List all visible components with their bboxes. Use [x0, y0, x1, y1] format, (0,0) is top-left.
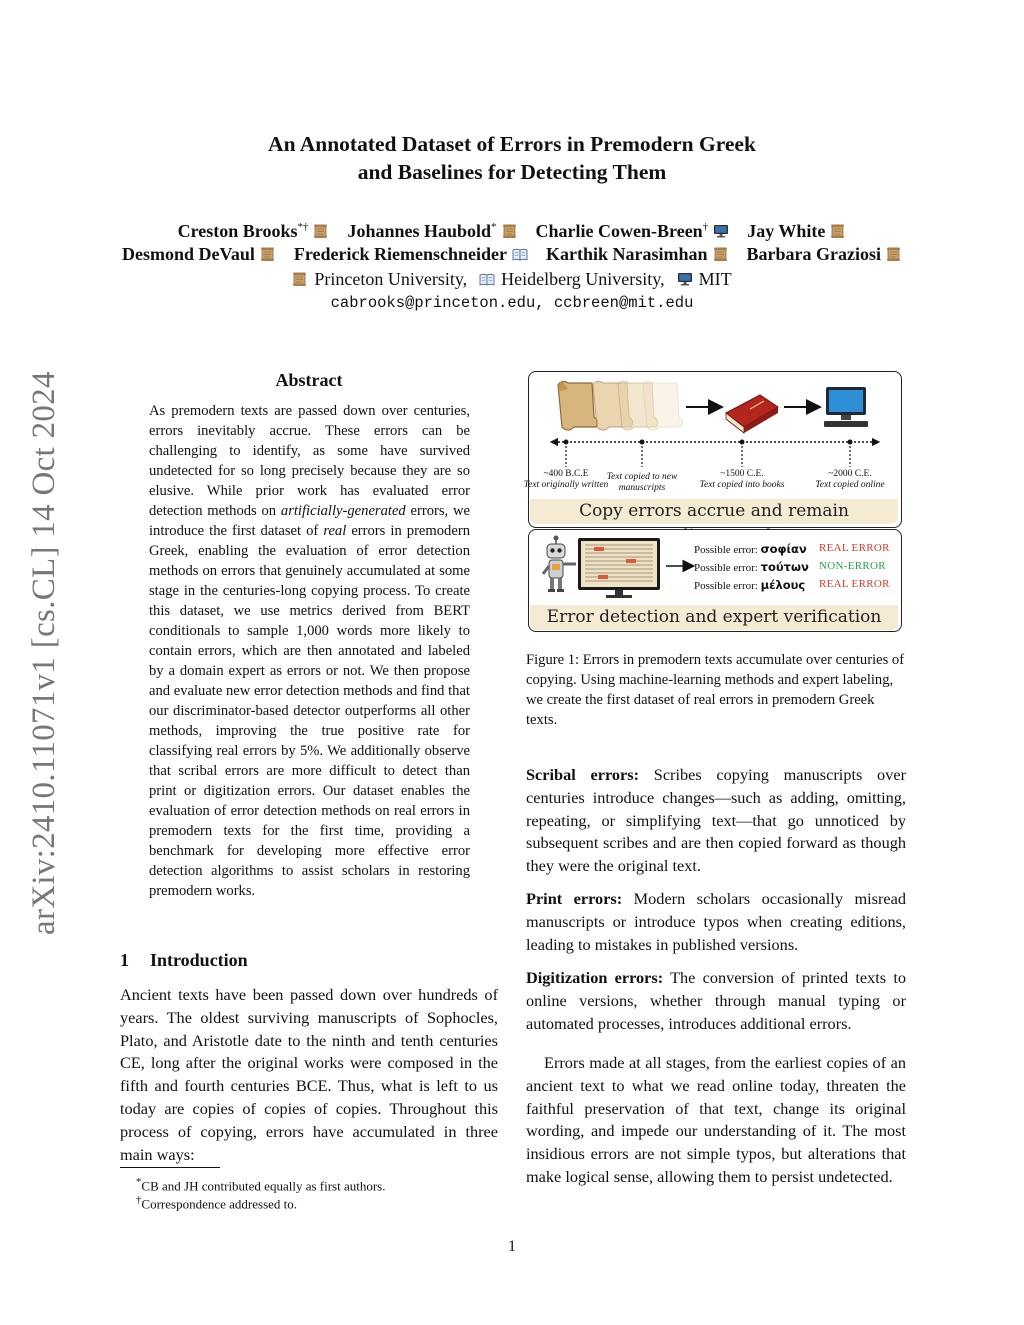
book-icon — [479, 272, 495, 287]
scroll-icon — [313, 224, 329, 239]
author-name: Barbara Graziosi — [746, 244, 881, 264]
footnote-2 — [136, 1191, 496, 1213]
abstract-text-2: errors, we introduce the first dataset of — [149, 503, 471, 539]
print-errors-heading: Print errors: — [526, 889, 623, 908]
page-number: 1 — [508, 1238, 516, 1255]
computer-icon — [713, 224, 729, 239]
computer-icon — [824, 387, 868, 427]
author-affiliation-mark: *† — [297, 221, 309, 233]
timeline-description: Text copied into books — [699, 480, 785, 490]
timeline-date: ~1500 C.E. — [720, 469, 764, 479]
scribal-errors-paragraph — [526, 764, 906, 878]
section-number: 1 — [120, 950, 129, 970]
affiliation — [292, 269, 467, 289]
timeline-description: Text copied online — [815, 480, 885, 490]
digitization-errors-heading: Digitization errors: — [526, 968, 664, 987]
affiliations — [0, 268, 1024, 290]
digitization-errors-paragraph — [526, 967, 906, 1035]
error-verdict-label: REAL ERROR — [819, 578, 890, 590]
error-prefix: Possible error: — [694, 544, 758, 556]
scroll-icon — [713, 247, 729, 262]
author-name: Jay White — [747, 221, 826, 241]
print-errors-text: Modern scholars occasionally misread manuscripts or introduce typos when creating editions, leading to mistakes in published versions. — [526, 889, 906, 954]
author-row-2 — [0, 239, 1024, 266]
author-affiliation-mark: † — [702, 221, 709, 233]
timeline-label — [587, 472, 697, 494]
affiliation-name: Heidelberg University, — [501, 269, 665, 289]
arxiv-identifier: arXiv:2410.11071v1 [cs.CL] 14 Oct 2024 — [26, 371, 62, 935]
manuscript-screen-icon — [578, 538, 660, 598]
abstract-emphasis-1: artificially-generated — [280, 503, 406, 519]
introduction-paragraph: Ancient texts have been passed down over hundreds of years. The oldest surviving manuscripts of Sophocles, Plato, and Aristotle date to the ninth and tenth centuries CE, long after the original works were composed in the fifth and fourth centuries BCE. Thus, what is left to us today are copies of copies of copies. Throughout this process of copying, errors have accumulated in three main ways: — [120, 985, 498, 1164]
timeline-ticks — [564, 440, 853, 468]
title-line-1: An Annotated Dataset of Errors in Premodern Greek — [268, 132, 756, 156]
timeline-label — [795, 469, 905, 491]
author-name: Johannes Haubold — [347, 221, 492, 241]
scroll-icon — [502, 224, 518, 239]
timeline-date: ~400 B.C.E — [543, 469, 589, 479]
author-emails[interactable]: cabrooks@princeton.edu, ccbreen@mit.edu — [330, 294, 694, 312]
error-prefix: Possible error: — [694, 580, 758, 592]
digitization-errors-text: The conversion of printed texts to online versions, whether through manual typing or automated processes, introduces additional errors. — [526, 968, 906, 1033]
scribal-errors-text: Scribes copying manuscripts over centuries introduce changes—such as adding, omitting, repeating, or simplifying text—that go unnoticed by subsequent scribes and are then copied forward as though they were the original text. — [526, 765, 906, 876]
abstract-emphasis-2: real — [323, 523, 347, 539]
timeline-point — [848, 440, 853, 445]
timeline-point — [640, 440, 645, 445]
greek-word: τούτων — [760, 560, 809, 574]
footnote-mark: † — [136, 1194, 142, 1206]
scroll-icon — [830, 224, 846, 239]
footnote-rule — [120, 1167, 220, 1168]
timeline-description: Text copied to new manuscripts — [606, 472, 678, 493]
author-affiliation-mark: * — [491, 221, 497, 233]
author — [122, 244, 276, 264]
section-heading-introduction — [120, 950, 248, 971]
timeline-date: ~2000 C.E. — [828, 469, 872, 479]
affiliation — [677, 269, 732, 289]
scribal-errors-heading: Scribal errors: — [526, 765, 640, 784]
error-verdict-label: REAL ERROR — [819, 542, 890, 554]
error-row — [694, 542, 890, 556]
timeline-description: Text originally written — [523, 480, 609, 490]
author — [347, 221, 517, 241]
author-name: Creston Brooks — [177, 221, 298, 241]
timeline-point — [740, 440, 745, 445]
robot-icon — [543, 536, 576, 593]
abstract-text-3: errors in premodern Greek, enabling the evaluation of error detection methods on errors that genuinely accumulated at some stage in the centuries-long copying process. To create this dataset, we use metrics derived from BERT conditionals to sample 1,000 words more likely to contain errors, which are then annotated and labeled by a domain expert as errors or not. We then propose and evaluate new error detection methods and find that our discriminator-based detector outperforms all other methods, improving the true positive rate for classifying real errors by 5%. We additionally observe that scribal errors are more difficult to detect than print or digitization errors. Our dataset enables the evaluation of error detection methods on real errors in premodern texts for the first time, providing a benchmark for developing more effective error detection algorithms to assist scholars in restoring premodern works. — [149, 523, 470, 899]
author-name: Charlie Cowen-Breen — [535, 221, 703, 241]
scroll-icon — [886, 247, 902, 262]
affiliation-name: MIT — [698, 269, 732, 289]
author — [747, 221, 846, 241]
scroll-icon — [260, 247, 276, 262]
affiliation — [479, 269, 664, 289]
author-name: Frederick Riemenschneider — [293, 244, 507, 264]
abstract-heading: Abstract — [275, 370, 343, 390]
paper-title — [0, 130, 1024, 186]
book-icon — [512, 247, 528, 262]
author-name: Desmond DeVaul — [122, 244, 255, 264]
author — [546, 244, 729, 264]
scroll-icon — [643, 381, 683, 430]
greek-word: μέλους — [760, 578, 806, 592]
error-row — [694, 560, 886, 574]
timeline-label — [687, 469, 797, 491]
author — [536, 221, 730, 241]
greek-word: σοφίαν — [760, 542, 807, 556]
figure-caption: Figure 1: Errors in premodern texts accumulate over centuries of copying. Using machine-learning methods and expert labeling, we create the first dataset of real errors in premodern Greek texts. — [526, 652, 905, 728]
scroll-icon — [558, 381, 598, 430]
affiliation-name: Princeton University, — [314, 269, 468, 289]
abstract-text-1: As premodern texts are passed down over centuries, errors inevitably accrue. These errors can be challenging to identify, as some have survived undetected for so long precisely because they are so elusive. While prior work has evaluated error detection methods on — [149, 403, 470, 519]
author — [178, 221, 330, 241]
timeline-point — [564, 440, 569, 445]
error-prefix: Possible error: — [694, 562, 758, 574]
footnote-text: Correspondence addressed to. — [141, 1196, 298, 1212]
bottom-banner: Error detection and expert verification — [530, 605, 898, 630]
robot-illustration — [538, 534, 698, 602]
title-line-2: and Baselines for Detecting Them — [357, 160, 667, 184]
top-banner: Copy errors accrue and remain — [530, 499, 898, 524]
footnote-text: CB and JH contributed equally as first authors. — [141, 1178, 386, 1194]
footnote-mark: * — [136, 1176, 142, 1188]
closing-paragraph: Errors made at all stages, from the earliest copies of an ancient text to what we read online today, threaten the faithful preservation of that text, change its original wording, and impede our understanding of it. The most insidious errors are not simple typos, but alterations that make logical sense, allowing them to persist undetected. — [526, 1053, 906, 1186]
abstract-body — [149, 401, 470, 901]
print-errors-paragraph — [526, 888, 906, 956]
section-title: Introduction — [150, 950, 248, 970]
error-verdict-label: NON-ERROR — [819, 560, 886, 572]
book-icon — [726, 395, 778, 433]
author-name: Karthik Narasimhan — [545, 244, 708, 264]
author — [747, 244, 902, 264]
error-row — [694, 578, 890, 592]
author — [294, 244, 528, 264]
scroll-icon — [292, 272, 308, 287]
computer-icon — [677, 272, 693, 287]
